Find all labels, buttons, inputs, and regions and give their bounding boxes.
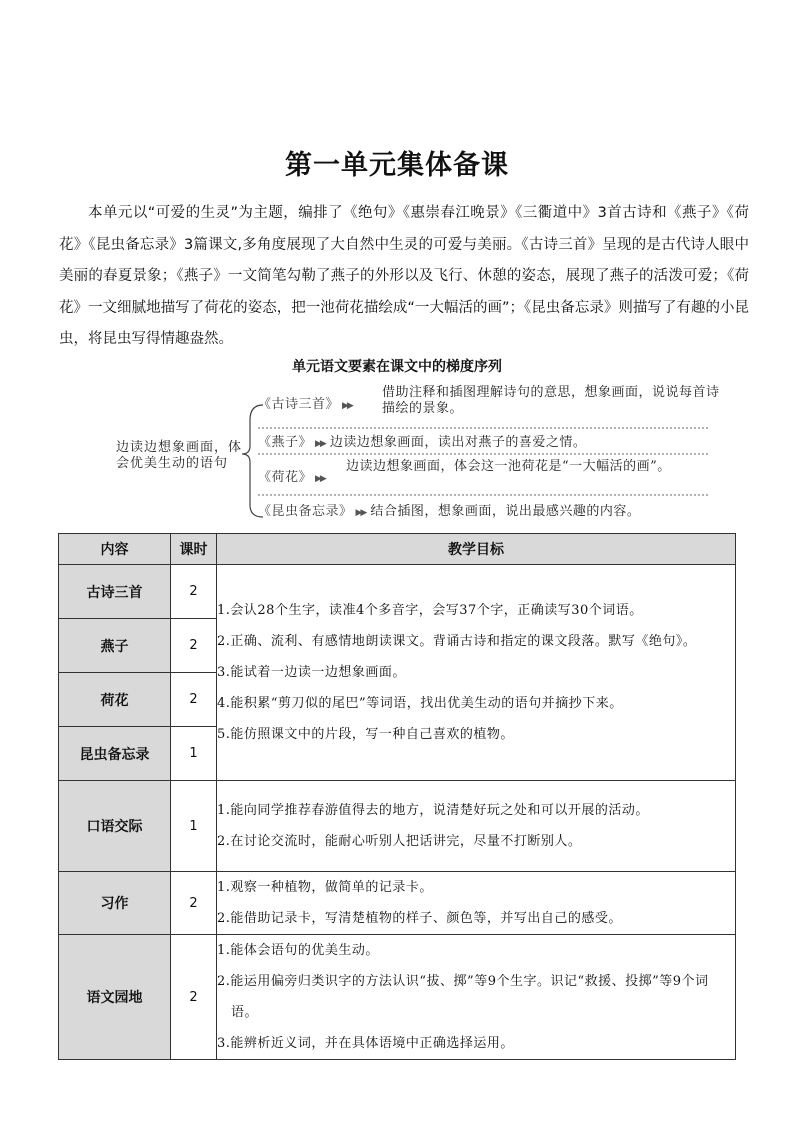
intro-paragraph	[59, 198, 749, 356]
row-hours: 1	[171, 781, 217, 872]
row-hours: 1	[171, 727, 217, 781]
goal-item: 2.在讨论交流时，能耐心听别人把话讲完，尽量不打断别人。	[217, 834, 582, 849]
intro-text: 本单元以“可爱的生灵”为主题，编排了《绝句》《惠崇春江晚景》《三衢道中》3首古诗和《燕子》《荷花》《昆虫备忘录》3篇课文,多角度展现了大自然中生灵的可爱与美丽。《古诗三首》呈现的是古代诗人眼中美丽的春夏景象；《燕子》一文简笔勾勒了燕子的外形以及飞行、休憩的姿态，展现了燕子的活泼可爱；《荷花》一文细腻地描写了荷花的姿态，把一池荷花描绘成“一大幅活的画”；《昆虫备忘录》则描写了有趣的小昆虫，将昆虫写得情趣盎然。	[59, 205, 749, 347]
header-hours: 课时	[171, 534, 217, 565]
branch-lesson: 《古诗三首》 ▶▶	[258, 397, 352, 412]
table-header-row	[59, 534, 736, 565]
oral-goals-cell	[217, 781, 736, 872]
header-goals: 教学目标	[217, 534, 736, 565]
goal-item: 2.能运用偏旁归类识字的方法认识“拔、掷”等9个生字。识记“救援、投掷”等9个词语。	[217, 974, 709, 1020]
table-row	[59, 935, 736, 1060]
goal-item: 3.能试着一边读一边想象画面。	[217, 665, 406, 680]
goal-item: 2.能借助记录卡，写清楚植物的样子、颜色等，并写出自己的感受。	[217, 911, 622, 926]
writing-goals-cell	[217, 872, 736, 935]
row-hours: 2	[171, 935, 217, 1060]
branch-text: 借助注释和插图理解诗句的意思，想象画面，说说每首诗描绘的景象。	[382, 385, 720, 416]
branch-lesson: 《昆虫备忘录》 ▶▶ 结合插图，想象画面，说出最感兴趣的内容。	[258, 504, 641, 519]
double-triangle-arrow-icon: ▶▶	[342, 401, 352, 411]
sequence-title: 单元语文要素在课文中的梯度序列	[292, 359, 502, 375]
table-row	[59, 872, 736, 935]
row-content: 荷花	[59, 673, 171, 727]
goal-item: 3.能辨析近义词，并在具体语境中正确选择运用。	[217, 1036, 514, 1051]
gradient-sequence-diagram	[108, 380, 748, 528]
row-content: 口语交际	[59, 781, 171, 872]
double-triangle-arrow-icon: ▶▶	[315, 474, 325, 484]
row-content: 昆虫备忘录	[59, 727, 171, 781]
table-row	[59, 565, 736, 619]
row-hours: 2	[171, 619, 217, 673]
table-row	[59, 781, 736, 872]
garden-goals-cell	[217, 935, 736, 1060]
row-content: 语文园地	[59, 935, 171, 1060]
teaching-plan-table	[58, 533, 736, 1060]
reading-goals-cell	[217, 565, 736, 781]
double-triangle-arrow-icon: ▶▶	[355, 508, 366, 518]
sequence-root: 边读边想象画面，体会优美生动的语句	[116, 440, 243, 471]
row-hours: 2	[171, 872, 217, 935]
goal-item: 5.能仿照课文中的片段，写一种自己喜欢的植物。	[217, 727, 514, 742]
row-content: 燕子	[59, 619, 171, 673]
row-content: 习作	[59, 872, 171, 935]
goal-item: 1.能体会语句的优美生动。	[217, 943, 379, 958]
branch-lesson: 《燕子》 ▶▶ 边读边想象画面，读出对燕子的喜爱之情。	[258, 435, 587, 450]
header-content: 内容	[59, 534, 171, 565]
goal-item: 4.能积累“剪刀似的尾巴”等词语，找出优美生动的语句并摘抄下来。	[217, 696, 623, 711]
goal-item: 1.能向同学推荐春游值得去的地方，说清楚好玩之处和可以开展的活动。	[217, 803, 649, 818]
page-title: 第一单元集体备课	[285, 150, 509, 181]
double-triangle-arrow-icon: ▶▶	[315, 439, 325, 449]
branch-lesson: 《荷花》 ▶▶	[258, 470, 325, 485]
goal-item: 1.会认28个生字，读准4个多音字，会写37个字，正确读写30个词语。	[217, 603, 643, 618]
goal-item: 1.观察一种植物，做简单的记录卡。	[217, 880, 433, 895]
row-content: 古诗三首	[59, 565, 171, 619]
row-hours: 2	[171, 673, 217, 727]
goal-item: 2.正确、流利、有感情地朗读课文。背诵古诗和指定的课文段落。默写《绝句》。	[217, 634, 697, 649]
branch-text: 边读边想象画面，体会这一池荷花是“一大幅活的画”。	[346, 459, 671, 474]
row-hours: 2	[171, 565, 217, 619]
